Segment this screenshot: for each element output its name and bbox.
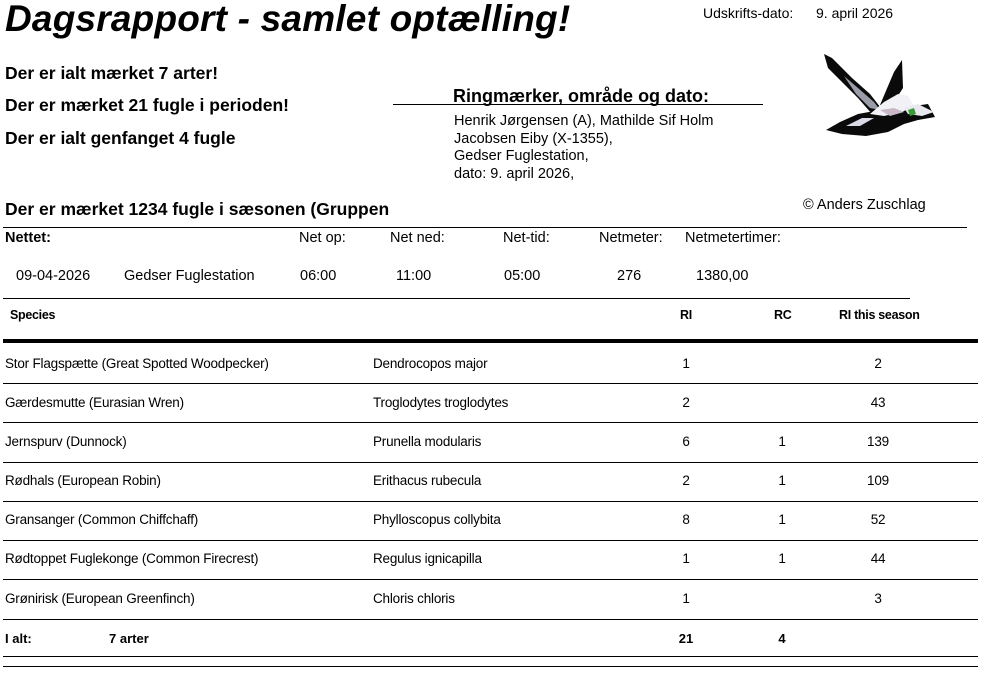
net-location: Gedser Fuglestation bbox=[124, 268, 255, 284]
species-latin: Phylloscopus collybita bbox=[373, 512, 501, 527]
species-latin: Erithacus rubecula bbox=[373, 473, 482, 488]
ri-season-value: 43 bbox=[870, 395, 886, 410]
ri-value: 1 bbox=[682, 551, 690, 566]
ri-value: 1 bbox=[682, 591, 690, 606]
summary-birds-ringed: Der er mærket 21 fugle i perioden! bbox=[5, 95, 289, 115]
column-header-ri: RI bbox=[680, 308, 692, 322]
total-species-count: 7 arter bbox=[109, 631, 149, 646]
divider bbox=[3, 298, 910, 299]
ringers-heading: Ringmærker, område og dato: bbox=[453, 86, 710, 106]
rc-value: 1 bbox=[778, 551, 786, 566]
ri-value: 6 bbox=[682, 434, 690, 449]
ri-season-value: 109 bbox=[867, 473, 889, 488]
total-rc: 4 bbox=[778, 631, 786, 646]
ringers-line: Jacobsen Eiby (X-1355), bbox=[454, 130, 613, 147]
row-divider bbox=[3, 540, 978, 541]
net-label-netmetertimer: Netmetertimer: bbox=[685, 230, 781, 246]
row-divider bbox=[3, 619, 978, 620]
print-date-label: Udskrifts-dato: bbox=[703, 5, 794, 21]
species-name: Gærdesmutte (Eurasian Wren) bbox=[5, 395, 184, 410]
copyright-notice: © Anders Zuschlag bbox=[803, 197, 926, 213]
ri-season-value: 139 bbox=[867, 434, 889, 449]
column-header-species: Species bbox=[10, 308, 56, 322]
species-name: Grønirisk (European Greenfinch) bbox=[5, 591, 195, 606]
column-header-rc: RC bbox=[774, 308, 792, 322]
rc-value: 1 bbox=[778, 512, 786, 527]
species-name: Rødhals (European Robin) bbox=[5, 473, 161, 488]
ri-value: 8 bbox=[682, 512, 690, 527]
ringers-details bbox=[454, 113, 713, 183]
species-latin: Dendrocopos major bbox=[373, 356, 488, 371]
net-label-ned: Net ned: bbox=[390, 230, 445, 246]
ri-season-value: 3 bbox=[874, 591, 882, 606]
ri-value: 2 bbox=[682, 473, 690, 488]
net-label-op: Net op: bbox=[299, 230, 346, 246]
net-label-tid: Net-tid: bbox=[503, 230, 550, 246]
ri-value: 2 bbox=[682, 395, 690, 410]
net-ned-value: 11:00 bbox=[396, 268, 432, 284]
ri-season-value: 44 bbox=[870, 551, 886, 566]
species-name: Gransanger (Common Chiffchaff) bbox=[5, 512, 199, 527]
summary-species-count: Der er ialt mærket 7 arter! bbox=[5, 63, 219, 83]
net-date: 09-04-2026 bbox=[16, 268, 91, 284]
net-label-netmeter: Netmeter: bbox=[599, 230, 663, 246]
ringers-line: Henrik Jørgensen (A), Mathilde Sif Holm bbox=[454, 113, 714, 129]
report-title: Dagsrapport - samlet optælling! bbox=[5, 0, 571, 39]
summary-recaptures: Der er ialt genfanget 4 fugle bbox=[5, 128, 236, 148]
species-latin: Regulus ignicapilla bbox=[373, 551, 482, 566]
species-name: Rødtoppet Fuglekonge (Common Firecrest) bbox=[5, 551, 259, 566]
species-latin: Chloris chloris bbox=[373, 591, 455, 606]
netmetertimer-value: 1380,00 bbox=[696, 268, 749, 284]
rc-value: 1 bbox=[778, 434, 786, 449]
ri-season-value: 52 bbox=[870, 512, 886, 527]
header-divider bbox=[3, 339, 978, 343]
ri-season-value: 2 bbox=[874, 356, 882, 371]
species-latin: Troglodytes troglodytes bbox=[373, 395, 509, 410]
ri-value: 1 bbox=[682, 356, 690, 371]
row-divider bbox=[3, 656, 978, 657]
divider bbox=[3, 227, 967, 228]
total-label: I alt: bbox=[5, 631, 32, 646]
season-total: Der er mærket 1234 fugle i sæsonen (Gruppen bbox=[5, 199, 390, 219]
netmeter-value: 276 bbox=[617, 268, 642, 284]
total-ri: 21 bbox=[678, 631, 694, 646]
ringers-heading-underline bbox=[393, 104, 763, 105]
row-divider bbox=[3, 666, 978, 667]
eider-duck-flying-icon bbox=[818, 50, 938, 140]
column-header-ri-season: RI this season bbox=[839, 308, 920, 322]
rc-value: 1 bbox=[778, 473, 786, 488]
species-latin: Prunella modularis bbox=[373, 434, 482, 449]
net-label-nettet: Nettet: bbox=[5, 230, 51, 246]
ringers-line: dato: 9. april 2026, bbox=[454, 165, 575, 182]
net-tid-value: 05:00 bbox=[504, 268, 541, 284]
net-op-value: 06:00 bbox=[300, 268, 337, 284]
species-name: Stor Flagspætte (Great Spotted Woodpecker) bbox=[5, 356, 269, 371]
row-divider bbox=[3, 462, 978, 463]
ringers-line: Gedser Fuglestation, bbox=[454, 148, 589, 164]
row-divider bbox=[3, 579, 978, 580]
row-divider bbox=[3, 422, 978, 423]
row-divider bbox=[3, 383, 978, 384]
print-date-value: 9. april 2026 bbox=[816, 5, 894, 21]
species-name: Jernspurv (Dunnock) bbox=[5, 434, 127, 449]
row-divider bbox=[3, 501, 978, 502]
